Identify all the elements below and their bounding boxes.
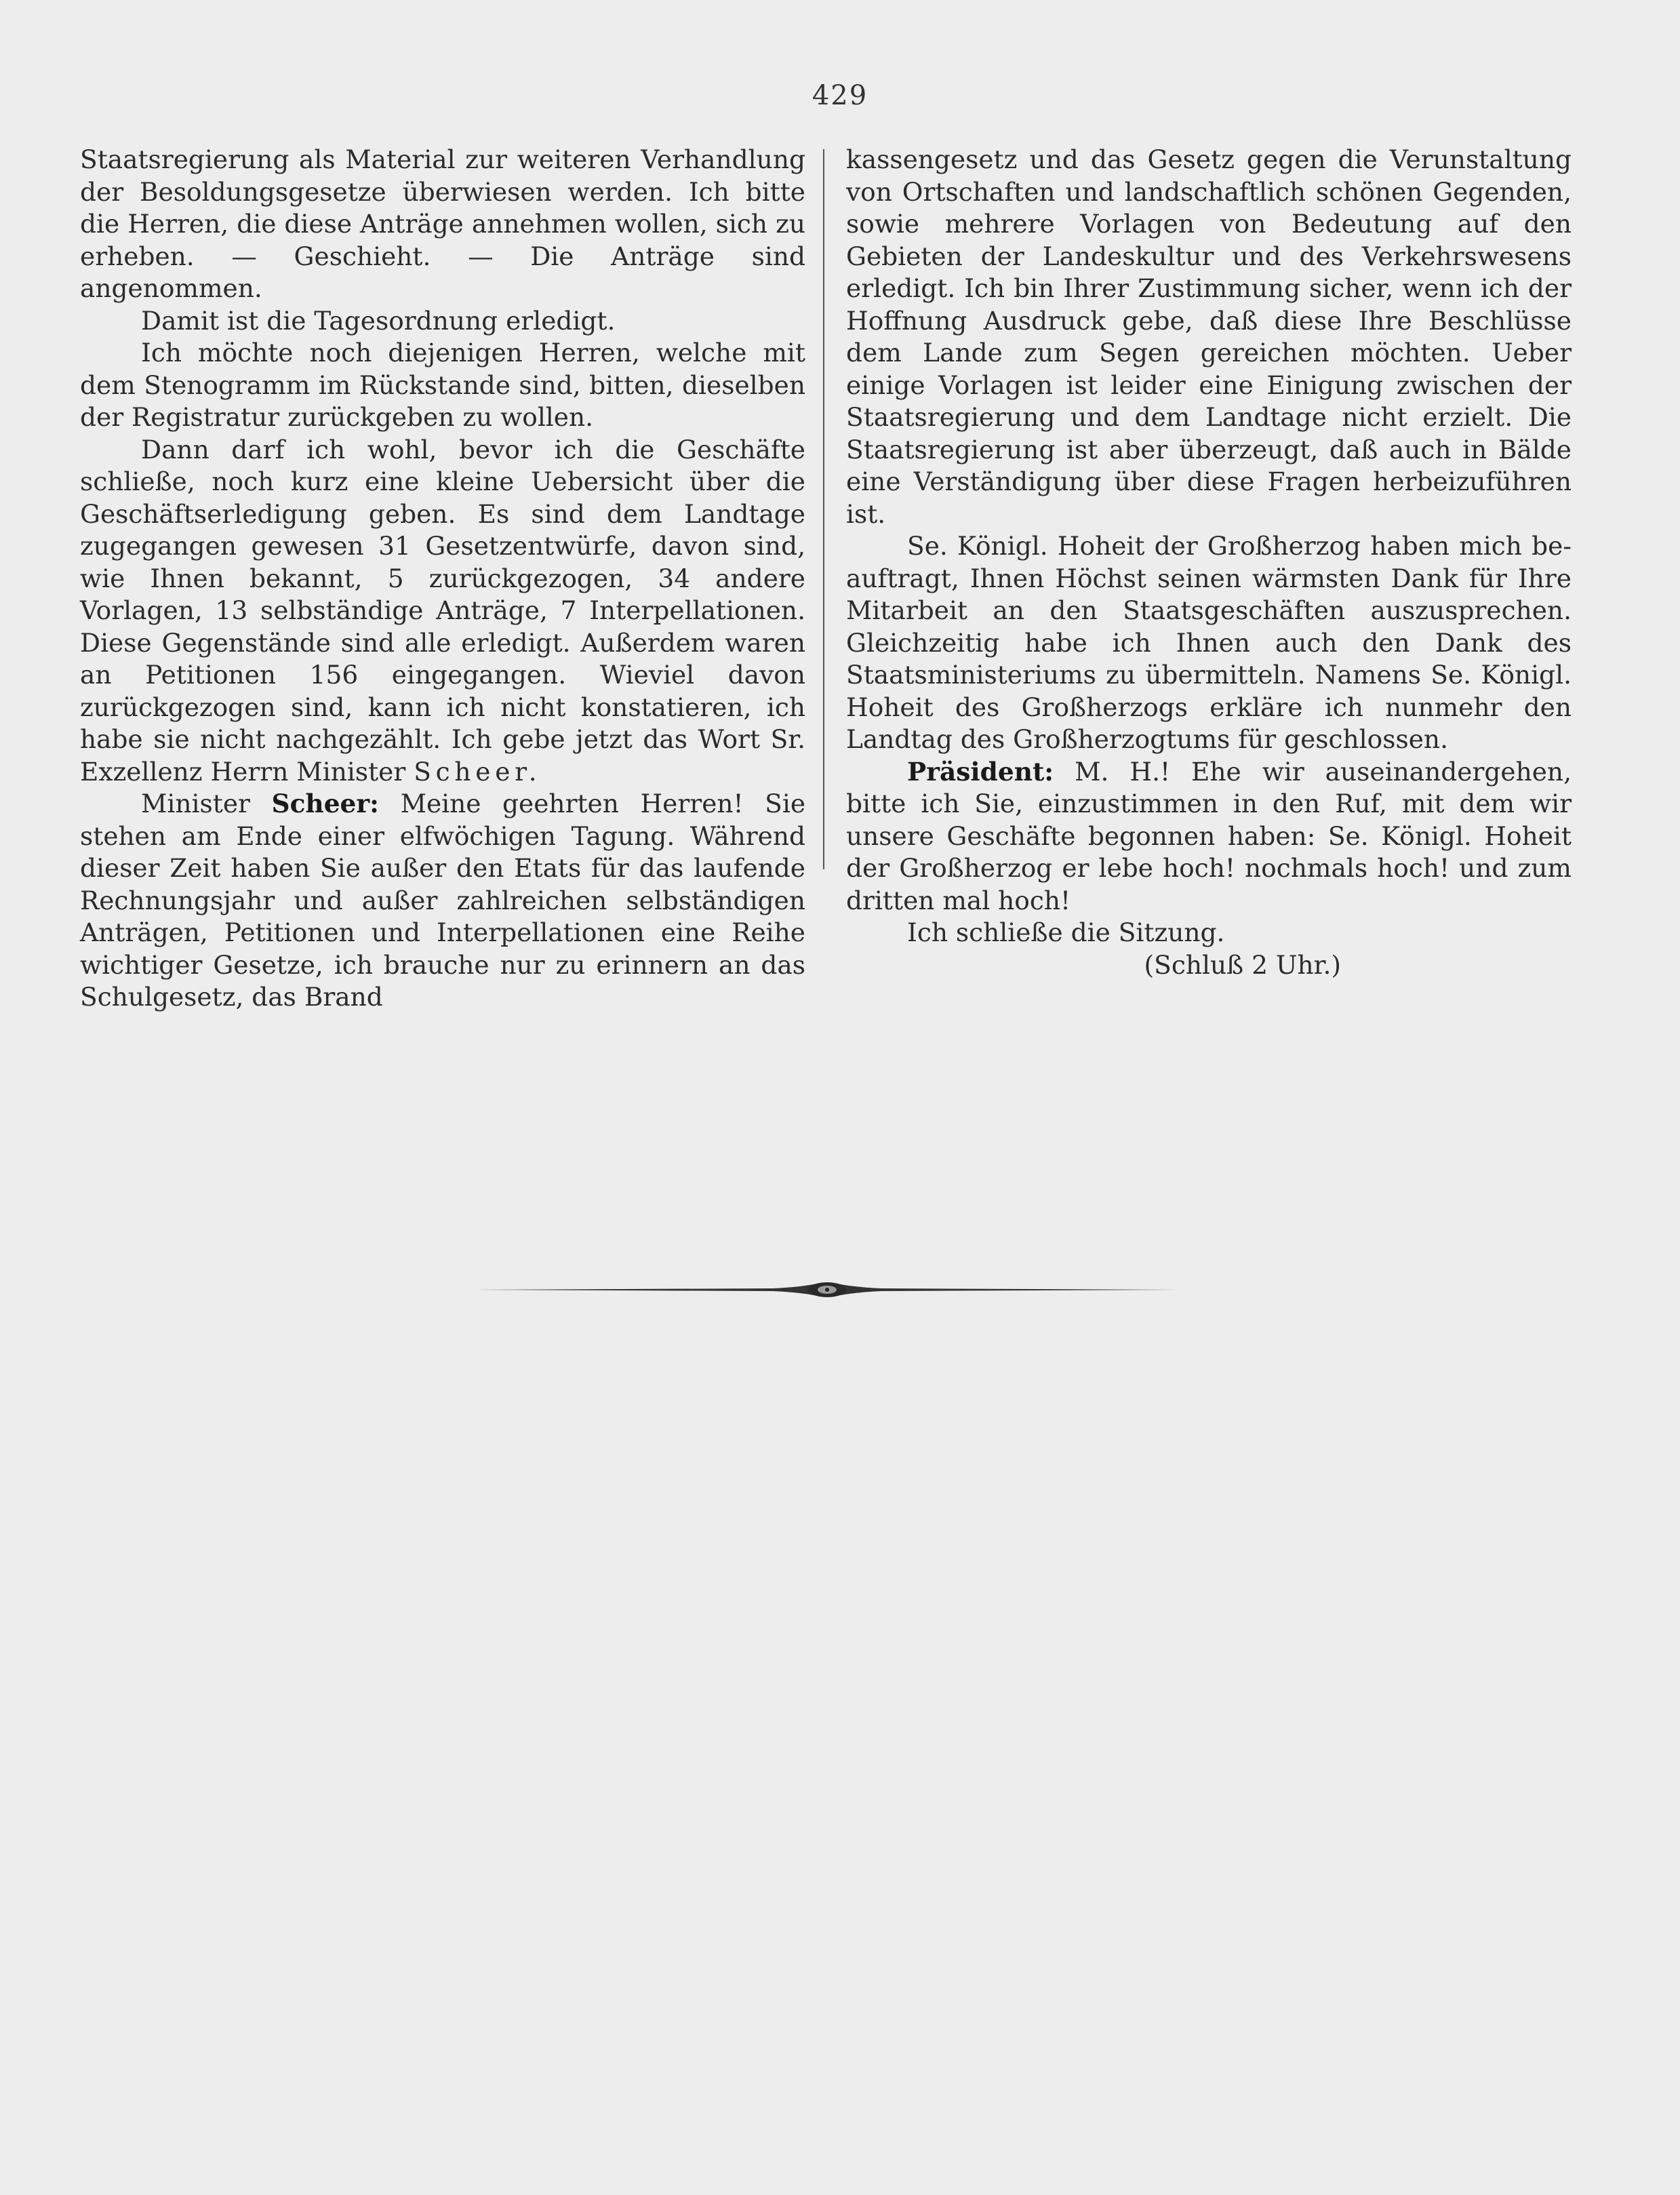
speaker-name-scheer: Scheer: (271, 789, 380, 818)
ornamental-divider-icon (475, 1275, 1180, 1305)
left-paragraph-2: Damit ist die Tagesordnung erledigt. (141, 305, 616, 336)
right-paragraph-3 (846, 756, 1572, 917)
speaker-name-praesident: Präsident: (907, 756, 1054, 787)
left-paragraph-1: Staatsregierung als Material zur weiteren Verhandlung der Besoldungsgesetze überwiesen werden. Ich bitte die Herren, die diese Anträge annehmen wollen, sich zu erheben. — Geschieht. — Die Anträge sind angenommen. (80, 144, 805, 303)
session-end-note: (Schluß 2 Uhr.) (1144, 949, 1341, 980)
left-paragraph-5-text: Meine geehrten Herren! Sie stehen am Ende einer elfwöchigen Tagung. Während dieser Zeit haben Sie außer den Etats für das laufende Rechnungsjahr und außer zahlreichen selbständigen Anträgen, Petitionen und Interpellationen eine Reihe wichtiger Gesetze, ich brauche nur zu erinnern an das Schulgesetz, das Brand (80, 789, 806, 1012)
left-paragraph-4-text: Dann darf ich wohl, bevor ich die Geschäfte schließe, noch kurz eine kleine Uebersicht über die Geschäftserledigung geben. Es sind dem Landtage zugegangen gewesen 31 Gesetzentwürfe, davon sind, wie Ihnen bekannt, 5 zurückgezogen, 34 andere Vorlagen, 13 selbständige Anträge, 7 Interpellationen. Diese Gegenstände sind alle erledigt. Außerdem waren an Petitionen 156 eingegangen. Wieviel davon zurückgezogen sind, kann ich nicht konstatieren, ich habe sie nicht nachgezählt. Ich gebe jetzt das Wort Sr. Exzellenz Herrn Minister (80, 434, 805, 787)
right-column (846, 144, 1572, 981)
right-paragraph-3-text: M. H.! Ehe wir auseinandergehen, bitte ich Sie, einzustimmen in den Ruf, mit dem wir unsere Geschäfte begonnen haben: Se. Königl. Hoheit der Großherzog er lebe hoch! nochmals hoch! und zum dritten mal hoch! (846, 756, 1572, 915)
left-paragraph-3: Ich möchte noch diejenigen Herren, welche mit dem Stenogramm im Rückstande sind, bitten, dieselben der Registratur zurückgeben zu wollen. (80, 338, 805, 432)
left-column (80, 144, 805, 1014)
right-paragraph-1: kassengesetz und das Gesetz gegen die Verunstaltung von Ortschaften und landschaftlich schönen Gegenden, sowie mehrere Vorlagen von Bedeutung auf den Gebieten der Landeskultur und des Verkehrswesens erledigt. Ich bin Ihrer Zustimmung sicher, wenn ich der Hoffnung Ausdruck gebe, daß diese Ihre Beschlüsse dem Lande zum Segen gereichen möchten. Ueber einige Vorlagen ist leider eine Einigung zwischen der Staatsregierung und dem Landtage nicht erzielt. Die Staatsregierung ist aber überzeugt, daß auch in Bälde eine Verständigung über diese Fragen herbeizuführen ist. (846, 144, 1572, 529)
left-paragraph-5 (80, 788, 805, 1014)
minister-name: Scheer. (414, 756, 542, 787)
speaker-title: Minister (141, 789, 250, 818)
page-number: 429 (812, 80, 868, 111)
right-paragraph-4: Ich schließe die Sitzung. (907, 917, 1225, 947)
left-paragraph-4 (80, 434, 805, 789)
column-divider (823, 149, 824, 869)
right-paragraph-2: Se. Königl. Hoheit der Großherzog haben mich beauftragt, Ihnen Höchst seinen wärmsten Dank für Ihre Mitarbeit an den Staatsgeschäften auszusprechen. Gleichzeitig habe ich Ihnen auch den Dank des Staatsministeriums zu übermitteln. Namens Se. Königl. Hoheit des Großherzogs erkläre ich nunmehr den Landtag des Großherzogtums für geschlossen. (846, 531, 1572, 754)
